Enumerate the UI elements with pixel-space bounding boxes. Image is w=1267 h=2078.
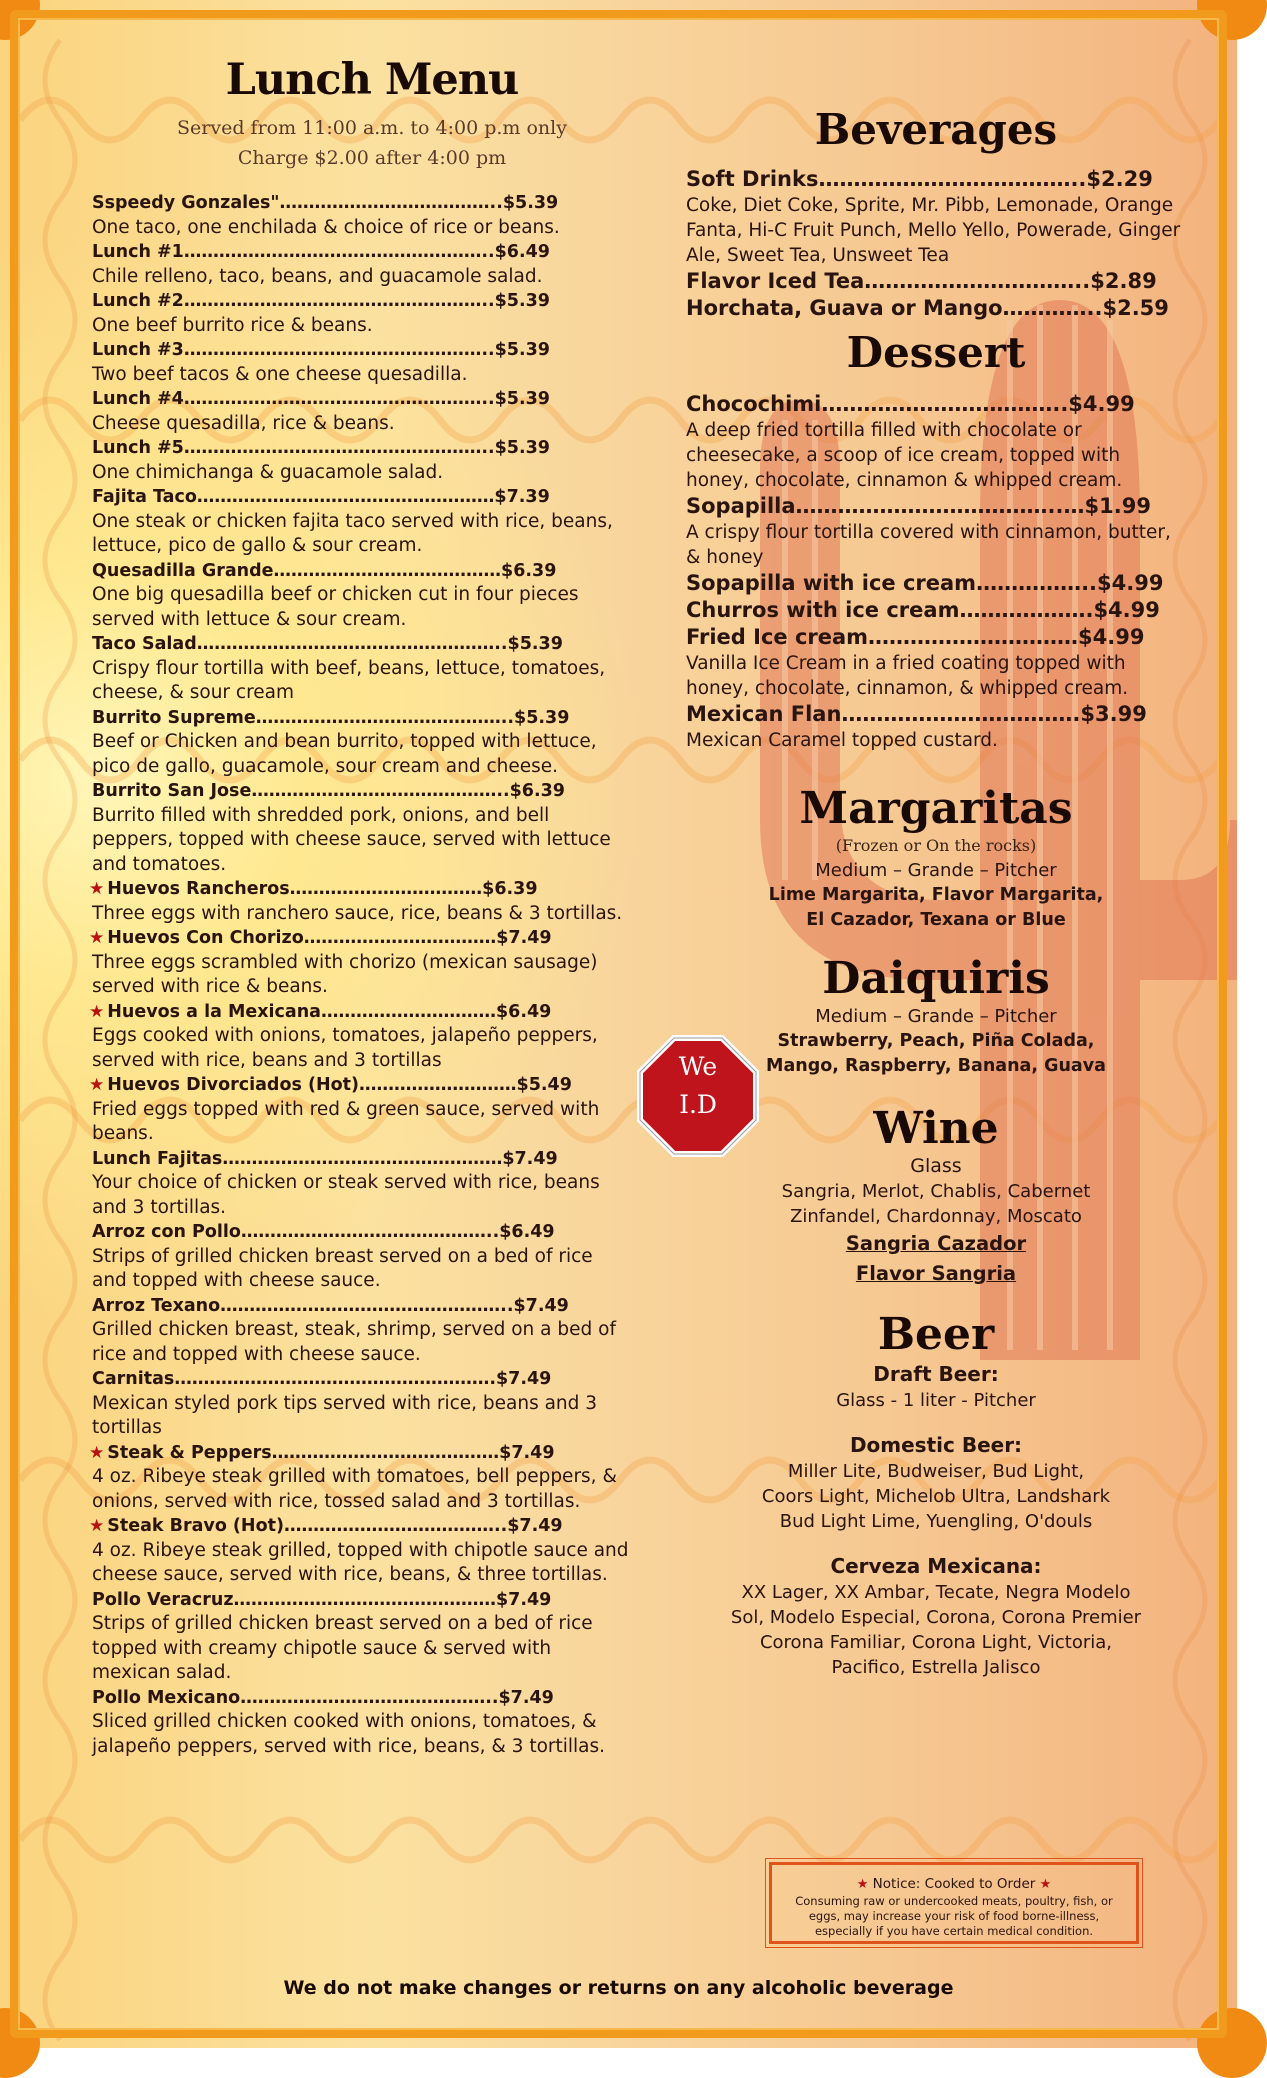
lunch-item bbox=[89, 1514, 632, 1588]
lunch-item-desc: Strips of grilled chicken breast served on a bed of rice topped with creamy chipotle sauce & served with mexican salad. bbox=[92, 1613, 593, 1683]
wine-list-1: Sangria, Merlot, Chablis, Cabernet bbox=[781, 1181, 1091, 1202]
lunch-item-desc: One beef burrito rice & beans. bbox=[92, 314, 373, 336]
soft-drinks-name: Soft Drinks………………………………..$2.29 bbox=[686, 167, 1153, 191]
domestic-beer-line: Bud Light Lime, Yuengling, O'douls bbox=[779, 1511, 1093, 1532]
lunch-item bbox=[92, 240, 632, 289]
lunch-item-desc: Two beef tacos & one cheese quesadilla. bbox=[92, 363, 468, 385]
dessert-list bbox=[686, 391, 1186, 753]
lunch-item-desc: Your choice of chicken or steak served with rice, beans and 3 tortillas. bbox=[92, 1172, 600, 1218]
lunch-item-title: Quesadilla Grande…………………………………$6.39 bbox=[92, 560, 557, 581]
draft-beer-sizes: Glass - 1 liter - Pitcher bbox=[836, 1390, 1036, 1411]
lunch-item-name bbox=[92, 1367, 632, 1392]
daiquiris-title: Daiquiris bbox=[822, 953, 1050, 1004]
lunch-item-name bbox=[89, 1441, 632, 1466]
lunch-charge-line: Charge $2.00 after 4:00 pm bbox=[237, 147, 507, 169]
lunch-item-name bbox=[89, 1514, 632, 1539]
wine-info bbox=[686, 1154, 1186, 1289]
lunch-item-desc: Chile relleno, taco, beans, and guacamole salad. bbox=[92, 265, 543, 287]
lunch-item-desc: Beef or Chicken and bean burrito, topped with lettuce, pico de gallo, guacamole, sour cream and cheese. bbox=[92, 731, 597, 777]
lunch-hours-note bbox=[92, 113, 632, 173]
lunch-item bbox=[92, 191, 632, 240]
mexicana-beer-line: Sol, Modelo Especial, Corona, Corona Premier bbox=[730, 1607, 1142, 1628]
lunch-item-title: Arroz Texano…………………………………………..$7.49 bbox=[92, 1295, 569, 1316]
lunch-item-name bbox=[92, 779, 632, 804]
dessert-item-desc: Vanilla Ice Cream in a fried coating topped with honey, chocolate, cinnamon, & whipped cream. bbox=[686, 653, 1129, 699]
margaritas-sizes: Medium – Grande – Pitcher bbox=[815, 860, 1057, 881]
lunch-item bbox=[92, 779, 632, 877]
lunch-hours-line: Served from 11:00 a.m. to 4:00 p.m only bbox=[177, 117, 567, 139]
lunch-item bbox=[92, 559, 632, 633]
lunch-item-desc: Mexican styled pork tips served with rice, beans and 3 tortillas bbox=[92, 1392, 598, 1438]
dessert-item-desc: A deep fried tortilla filled with chocolate or cheesecake, a scoop of ice cream, topped with honey, chocolate, cinnamon & whipped cream. bbox=[686, 420, 1123, 491]
daiquiris-sizes: Medium – Grande – Pitcher bbox=[815, 1006, 1057, 1027]
lunch-item-title: Lunch #1……………………………………………..$6.49 bbox=[92, 242, 550, 262]
lunch-item-name bbox=[92, 1686, 632, 1711]
lunch-item bbox=[89, 926, 632, 1000]
flavor-iced-tea: Flavor Iced Tea…………………………..$2.89 bbox=[686, 269, 1157, 293]
margaritas-flavors-2: El Cazador, Texana or Blue bbox=[806, 910, 1066, 930]
dessert-item-name: Sopapilla………………………………..…$1.99 bbox=[686, 494, 1151, 518]
cerveza-mexicana-heading: Cerveza Mexicana: bbox=[830, 1554, 1042, 1578]
mexicana-beer-line: XX Lager, XX Ambar, Tecate, Negra Modelo bbox=[741, 1582, 1131, 1603]
alcohol-return-policy: We do not make changes or returns on any alcoholic beverage bbox=[283, 1977, 954, 1999]
notice-title-row bbox=[772, 1875, 1136, 1894]
lunch-item-name bbox=[89, 1000, 632, 1025]
lunch-menu-title: Lunch Menu bbox=[225, 55, 519, 105]
dessert-item-name: Churros with ice cream……………….$4.99 bbox=[686, 598, 1160, 622]
lunch-item-name bbox=[92, 191, 632, 216]
lunch-item bbox=[92, 1588, 632, 1686]
we-id-line: We bbox=[678, 1052, 718, 1081]
lunch-item bbox=[92, 1294, 632, 1368]
star-icon: ★ bbox=[1039, 1877, 1052, 1892]
domestic-beer-line: Coors Light, Michelob Ultra, Landshark bbox=[761, 1486, 1111, 1507]
lunch-item-name bbox=[92, 387, 632, 412]
lunch-item-name bbox=[92, 338, 632, 363]
lunch-item-name bbox=[92, 1588, 632, 1613]
lunch-item-name bbox=[92, 240, 632, 265]
daiquiris-flavors-1: Strawberry, Peach, Piña Colada, bbox=[777, 1031, 1095, 1051]
margaritas-info bbox=[686, 834, 1186, 933]
domestic-beer-line: Miller Lite, Budweiser, Bud Light, bbox=[787, 1461, 1085, 1482]
lunch-item-desc: Eggs cooked with onions, tomatoes, jalapeño peppers, served with rice, beans and 3 tortillas bbox=[92, 1025, 598, 1071]
beer-info bbox=[686, 1360, 1186, 1680]
dessert-item-name: Fried Ice cream…………………………$4.99 bbox=[686, 625, 1145, 649]
lunch-item-title: Huevos Con Chorizo……………………………$7.49 bbox=[107, 928, 552, 948]
lunch-item-name bbox=[89, 877, 632, 902]
lunch-item-desc: Burrito filled with shredded pork, onions, and bell peppers, topped with cheese sauce, served with lettuce and tomatoes. bbox=[92, 804, 611, 875]
lunch-item bbox=[92, 706, 632, 780]
lunch-item bbox=[92, 1686, 632, 1760]
lunch-item-desc: Cheese quesadilla, rice & beans. bbox=[92, 412, 395, 434]
lunch-item-desc: One taco, one enchilada & choice of rice or beans. bbox=[92, 216, 560, 238]
star-icon: ★ bbox=[89, 1442, 105, 1463]
lunch-item-title: Lunch Fajitas…………………………………………$7.49 bbox=[92, 1148, 558, 1169]
lunch-item-name bbox=[92, 559, 632, 584]
star-icon: ★ bbox=[856, 1877, 869, 1892]
lunch-item-name bbox=[92, 485, 632, 510]
wine-title: Wine bbox=[873, 1103, 999, 1154]
lunch-item bbox=[92, 289, 632, 338]
lunch-item-name bbox=[92, 289, 632, 314]
lunch-item bbox=[92, 338, 632, 387]
we-id-line: I.D bbox=[679, 1090, 717, 1119]
lunch-item-title: Steak Bravo (Hot)………………………………..$7.49 bbox=[107, 1516, 563, 1536]
lunch-item-desc: One chimichanga & guacamole salad. bbox=[92, 461, 444, 483]
lunch-item-desc: One steak or chicken fajita taco served with rice, beans, lettuce, pico de gallo & sour cream. bbox=[92, 510, 613, 556]
dessert-item-name: Sopapilla with ice cream……………..$4.99 bbox=[686, 571, 1164, 595]
lunch-item-name bbox=[89, 926, 632, 951]
lunch-item-title: Sspeedy Gonzales"………………………………..$5.39 bbox=[92, 193, 559, 213]
mexicana-beer-line: Pacifico, Estrella Jalisco bbox=[831, 1657, 1041, 1678]
lunch-item bbox=[92, 387, 632, 436]
margaritas-title: Margaritas bbox=[799, 783, 1073, 834]
lunch-item-name bbox=[92, 632, 632, 657]
mexicana-beer-line: Corona Familiar, Corona Light, Victoria, bbox=[759, 1632, 1113, 1653]
daiquiris-flavors-2: Mango, Raspberry, Banana, Guava bbox=[766, 1056, 1106, 1076]
beverages-list bbox=[686, 166, 1186, 322]
we-id-text bbox=[636, 1048, 760, 1124]
lunch-item-title: Burrito San Jose……………………………………..$6.39 bbox=[92, 781, 565, 801]
lunch-item bbox=[92, 1220, 632, 1294]
lunch-item-desc: Three eggs with ranchero sauce, rice, beans & 3 tortillas. bbox=[92, 902, 623, 924]
food-safety-notice bbox=[769, 1862, 1139, 1944]
beverages-title: Beverages bbox=[814, 105, 1058, 154]
star-icon: ★ bbox=[89, 928, 105, 948]
lunch-item-title: Fajita Taco……………………………………………$7.39 bbox=[92, 487, 550, 507]
star-icon: ★ bbox=[89, 879, 105, 899]
lunch-item bbox=[92, 485, 632, 559]
beer-title: Beer bbox=[877, 1309, 995, 1360]
lunch-item-title: Steak & Peppers…………………………………$7.49 bbox=[107, 1442, 555, 1463]
lunch-item-title: Lunch #2……………………………………………..$5.39 bbox=[92, 291, 550, 311]
sangria-cazador: Sangria Cazador bbox=[845, 1232, 1027, 1255]
lunch-item bbox=[92, 1367, 632, 1441]
wine-glass: Glass bbox=[910, 1155, 962, 1177]
lunch-item bbox=[89, 877, 632, 926]
notice-line: especially if you have certain medical condition. bbox=[814, 1924, 1094, 1938]
lunch-item-title: Huevos Divorciados (Hot)………………………$5.49 bbox=[107, 1075, 572, 1095]
lunch-item-desc: One big quesadilla beef or chicken cut in four pieces served with lettuce & sour cream. bbox=[92, 584, 579, 630]
lunch-item-desc: Sliced grilled chicken cooked with onions, tomatoes, & jalapeño peppers, served with rice, beans, & 3 tortillas. bbox=[92, 1711, 606, 1757]
lunch-item-title: Huevos a la Mexicana…………………………$6.49 bbox=[107, 1001, 552, 1022]
lunch-item-title: Lunch #4……………………………………………..$5.39 bbox=[92, 389, 550, 409]
lunch-item-desc: Strips of grilled chicken breast served on a bed of rice and topped with cheese sauce. bbox=[92, 1245, 593, 1291]
lunch-item-name bbox=[89, 1073, 632, 1098]
lunch-item-desc: Fried eggs topped with red & green sauce, served with beans. bbox=[92, 1098, 600, 1144]
lunch-item bbox=[89, 1073, 632, 1147]
draft-beer-heading: Draft Beer: bbox=[873, 1362, 999, 1386]
star-icon: ★ bbox=[89, 1516, 105, 1536]
star-icon: ★ bbox=[89, 1001, 105, 1022]
dessert-title: Dessert bbox=[846, 328, 1026, 377]
lunch-item-name bbox=[92, 1147, 632, 1172]
notice-line: eggs, may increase your risk of food borne-illness, bbox=[808, 1909, 1100, 1923]
flavor-sangria: Flavor Sangria bbox=[855, 1262, 1017, 1285]
lunch-item-title: Pollo Veracruz………………………………………$7.49 bbox=[92, 1589, 552, 1610]
lunch-menu-section bbox=[89, 55, 632, 1759]
soft-drinks-desc: Coke, Diet Coke, Sprite, Mr. Pibb, Lemonade, Orange Fanta, Hi-C Fruit Punch, Mello Yello, Powerade, Ginger Ale, Sweet Tea, Unsweet Tea bbox=[686, 195, 1181, 266]
wine-list-2: Zinfandel, Chardonnay, Moscato bbox=[790, 1206, 1082, 1227]
lunch-item-name bbox=[92, 1220, 632, 1245]
lunch-item-title: Burrito Supreme……………………………………..$5.39 bbox=[92, 707, 570, 728]
horchata-item: Horchata, Guava or Mango…………..$2.59 bbox=[686, 296, 1169, 320]
lunch-item-title: Lunch #3……………………………………………..$5.39 bbox=[92, 340, 550, 360]
daiquiris-info bbox=[686, 1004, 1186, 1079]
lunch-item-title: Carnitas……………………………………………….$7.49 bbox=[92, 1369, 552, 1389]
lunch-item-title: Taco Salad……………………………………………..$5.39 bbox=[92, 634, 563, 654]
lunch-item bbox=[89, 1000, 632, 1074]
lunch-item bbox=[92, 1147, 632, 1221]
dessert-item-name: Chocochimi……………………………..$4.99 bbox=[686, 392, 1135, 416]
lunch-item-desc: 4 oz. Ribeye steak grilled, topped with chipotle sauce and cheese sauce, served with rice, beans, & three tortillas. bbox=[92, 1539, 629, 1585]
margaritas-flavors-1: Lime Margarita, Flavor Margarita, bbox=[768, 885, 1104, 905]
dessert-item-desc: Mexican Caramel topped custard. bbox=[686, 730, 998, 751]
notice-title: Notice: Cooked to Order bbox=[872, 1876, 1036, 1892]
lunch-item-desc: Three eggs scrambled with chorizo (mexican sausage) served with rice & beans. bbox=[92, 951, 598, 997]
star-icon: ★ bbox=[89, 1075, 105, 1095]
lunch-item bbox=[92, 436, 632, 485]
lunch-item bbox=[89, 1441, 632, 1515]
margaritas-note: (Frozen or On the rocks) bbox=[835, 836, 1037, 855]
lunch-item-title: Lunch #5……………………………………………..$5.39 bbox=[92, 438, 550, 458]
dessert-item-name: Mexican Flan…………………………….$3.99 bbox=[686, 702, 1147, 726]
drinks-dessert-column bbox=[686, 105, 1186, 1680]
domestic-beer-heading: Domestic Beer: bbox=[849, 1433, 1023, 1457]
lunch-item-title: Huevos Rancheros……………………………$6.39 bbox=[107, 879, 538, 899]
lunch-item-name bbox=[92, 706, 632, 731]
lunch-item-title: Pollo Mexicano……………………………………..$7.49 bbox=[92, 1687, 554, 1708]
lunch-item bbox=[92, 632, 632, 706]
lunch-item-name bbox=[92, 436, 632, 461]
lunch-item-title: Arroz con Pollo……………………………………..$6.49 bbox=[92, 1222, 555, 1242]
lunch-item-desc: Grilled chicken breast, steak, shrimp, served on a bed of rice and topped with cheese sauce. bbox=[92, 1319, 616, 1365]
lunch-item-name bbox=[92, 1294, 632, 1319]
dessert-item-desc: A crispy flour tortilla covered with cinnamon, butter, & honey bbox=[686, 522, 1171, 568]
lunch-item-desc: Crispy flour tortilla with beef, beans, lettuce, tomatoes, cheese, & sour cream bbox=[92, 657, 606, 703]
lunch-items-list bbox=[89, 191, 632, 1759]
notice-line: Consuming raw or undercooked meats, poultry, fish, or bbox=[795, 1894, 1113, 1908]
lunch-item-desc: 4 oz. Ribeye steak grilled with tomatoes, bell peppers, & onions, served with rice, tossed salad and 3 tortillas. bbox=[92, 1466, 617, 1512]
